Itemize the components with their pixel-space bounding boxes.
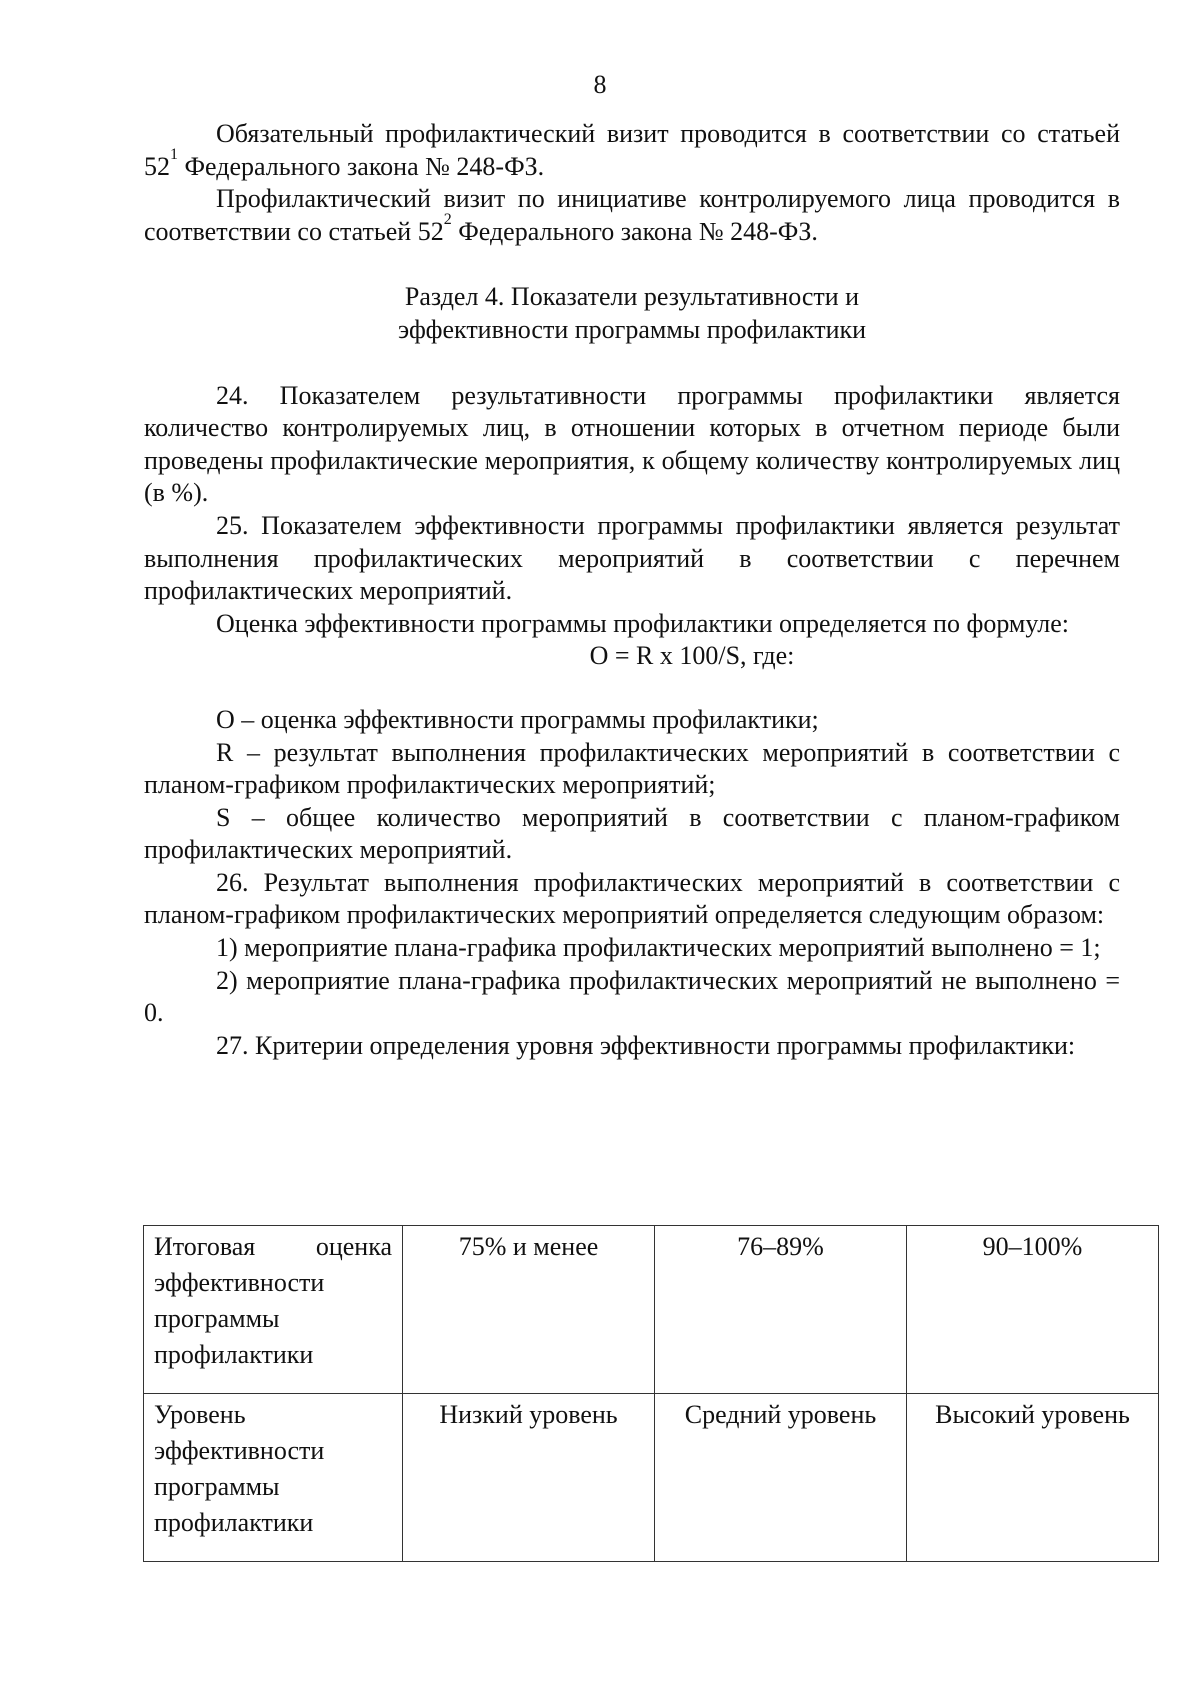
table-cell: Низкий уровень: [403, 1394, 655, 1562]
body-text: [144, 118, 1120, 1062]
section-title-line: Раздел 4. Показатели результативности и: [404, 282, 860, 312]
table-row: [144, 1226, 1159, 1394]
definition-r: R – результат выполнения профилактических мероприятий в соответствии с планом-графиком профилактических мероприятий;: [144, 737, 1120, 800]
paragraph-text: Обязательный профилактический визит проводится в соответствии со статьей 52: [144, 119, 1120, 181]
table-cell: 75% и менее: [403, 1226, 655, 1394]
definition-s: S – общее количество мероприятий в соответствии с планом-графиком профилактических мероприятий.: [144, 802, 1120, 865]
paragraph-27: 27. Критерии определения уровня эффективности программы профилактики:: [216, 1030, 1076, 1060]
paragraph-24: 24. Показателем результативности программы профилактики является количество контролируемых лиц, в отношении которых в отчетном периоде были проведены профилактические мероприятия, к общему количеству контролируемых лиц (в %).: [144, 380, 1120, 508]
list-item-2: 2) мероприятие плана-графика профилактических мероприятий не выполнено = 0.: [144, 965, 1120, 1028]
superscript: 1: [170, 145, 178, 163]
paragraph-text: Федерального закона № 248-ФЗ.: [178, 151, 545, 181]
paragraph-text: Профилактический визит по инициативе контролируемого лица проводится в соответствии со статьей 52: [144, 184, 1120, 246]
table-cell: 90–100%: [907, 1226, 1159, 1394]
paragraph-26: 26. Результат выполнения профилактических мероприятий в соответствии с планом-графиком профилактических мероприятий определяется следующим образом:: [144, 867, 1120, 930]
paragraph-initiative-visit: [144, 183, 1120, 248]
row-header-efficiency-level: Уровень эффективности программы профилактики: [144, 1394, 403, 1562]
definition-o: O – оценка эффективности программы профилактики;: [216, 704, 819, 734]
table-cell: Средний уровень: [655, 1394, 907, 1562]
page-number: 8: [593, 70, 607, 99]
paragraph-mandatory-visit: [144, 118, 1120, 183]
section-title-line: эффективности программы профилактики: [397, 314, 867, 344]
table-cell: 76–89%: [655, 1226, 907, 1394]
paragraph-evaluation: Оценка эффективности программы профилактики определяется по формуле:: [216, 608, 1069, 638]
formula: O = R x 100/S, где:: [589, 641, 795, 671]
criteria-table: [143, 1225, 1159, 1562]
paragraph-text: Федерального закона № 248-ФЗ.: [451, 216, 818, 246]
section-title: [144, 281, 1120, 346]
paragraph-25: 25. Показателем эффективности программы профилактики является результат выполнения профилактических мероприятий в соответствии с перечнем профилактических мероприятий.: [144, 510, 1120, 606]
table-row: [144, 1394, 1159, 1562]
superscript: 2: [443, 210, 452, 228]
list-item-1: 1) мероприятие плана-графика профилактических мероприятий выполнено = 1;: [216, 933, 1101, 963]
row-header-final-score: Итоговая оценка эффективности программы профилактики: [144, 1226, 403, 1394]
table-cell: Высокий уровень: [907, 1394, 1159, 1562]
